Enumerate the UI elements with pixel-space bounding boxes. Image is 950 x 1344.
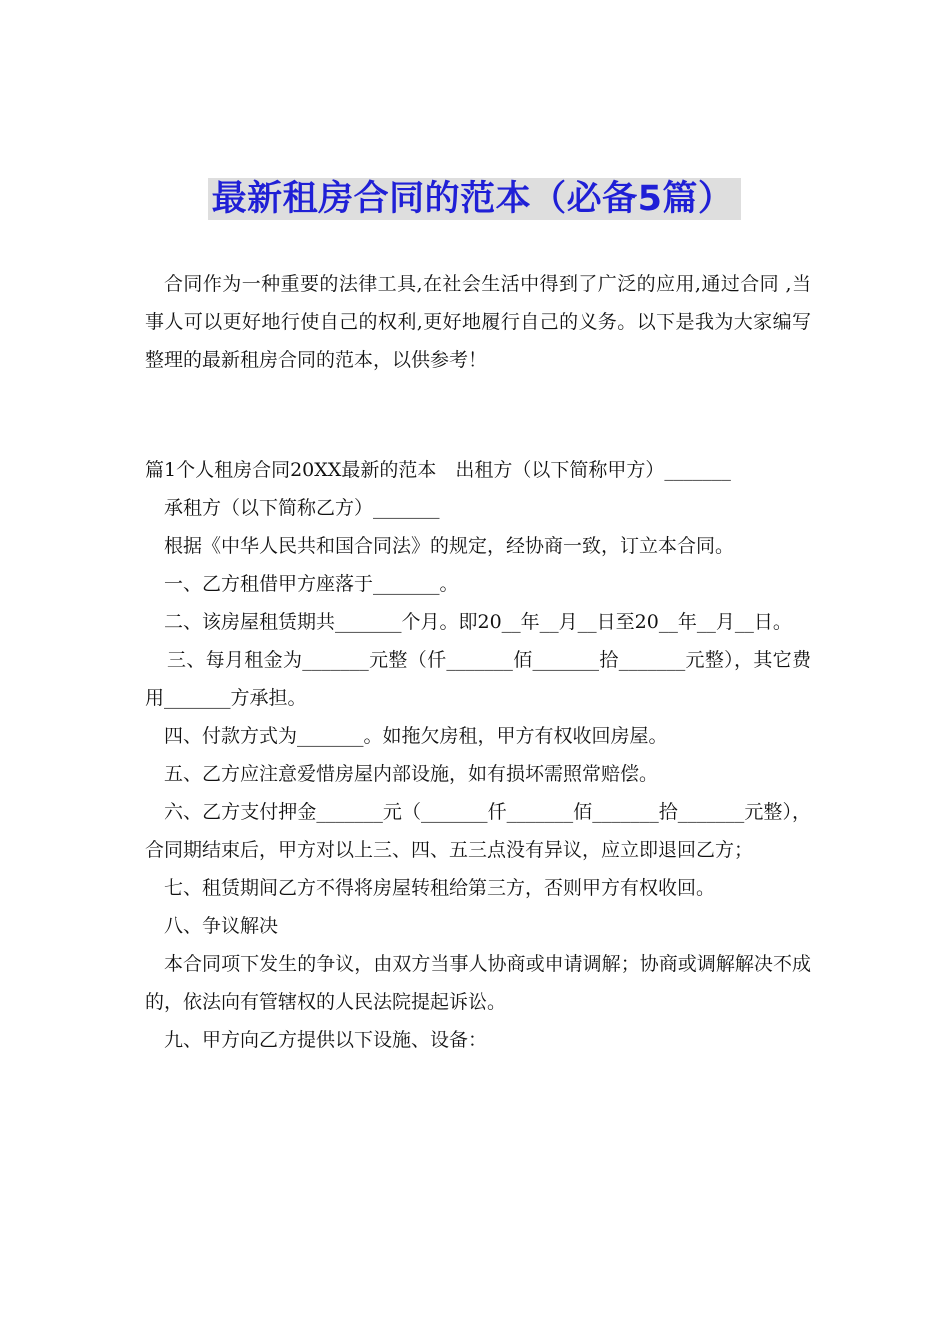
basis-paragraph: 根据《中华人民共和国合同法》的规定，经协商一致，订立本合同。 — [164, 535, 735, 557]
clause-7: 七、租赁期间乙方不得将房屋转租给第三方，否则甲方有权收回。 — [164, 877, 716, 899]
clause-8-heading: 八、争议解决 — [164, 915, 279, 937]
contract-section — [145, 451, 811, 1059]
intro-paragraph: 合同作为一种重要的法律工具,在社会生活中得到了广泛的应用,通过合同 ,当事人可以更好地行使自己的权利,更好地履行自己的义务。以下是我为大家编写整理的最新租房合同的范本，以供参考！ — [145, 273, 811, 371]
clause-6: 六、乙方支付押金_______元（_______仟_______佰_______拾_______元整），合同期结束后，甲方对以上三、四、五三点没有异议，应立即退回乙方； — [145, 801, 811, 861]
lessee-line: 承租方（以下简称乙方）_______ — [164, 497, 440, 519]
dispute-paragraph: 本合同项下发生的争议，由双方当事人协商或申请调解；协商或调解解决不成的，依法向有管辖权的人民法院提起诉讼。 — [145, 953, 811, 1013]
title-container — [0, 178, 950, 220]
clause-4: 四、付款方式为_______。如拖欠房租，甲方有权收回房屋。 — [164, 725, 668, 747]
section-heading: 篇1个人租房合同20XX最新的范本 出租方（以下简称甲方）_______ — [145, 459, 731, 481]
clause-9: 九、甲方向乙方提供以下设施、设备： — [164, 1029, 488, 1051]
clause-5: 五、乙方应注意爱惜房屋内部设施，如有损坏需照常赔偿。 — [164, 763, 659, 785]
clause-2: 二、该房屋租赁期共_______个月。即20__年__月__日至20__年__月__日。 — [164, 611, 792, 633]
clause-1: 一、乙方租借甲方座落于_______。 — [164, 573, 459, 595]
intro-section — [145, 265, 811, 379]
document-title: 最新租房合同的范本（必备5篇） — [208, 178, 742, 220]
clause-3: 三、每月租金为_______元整（仟_______佰_______拾_______元整），其它费用_______方承担。 — [145, 649, 811, 709]
